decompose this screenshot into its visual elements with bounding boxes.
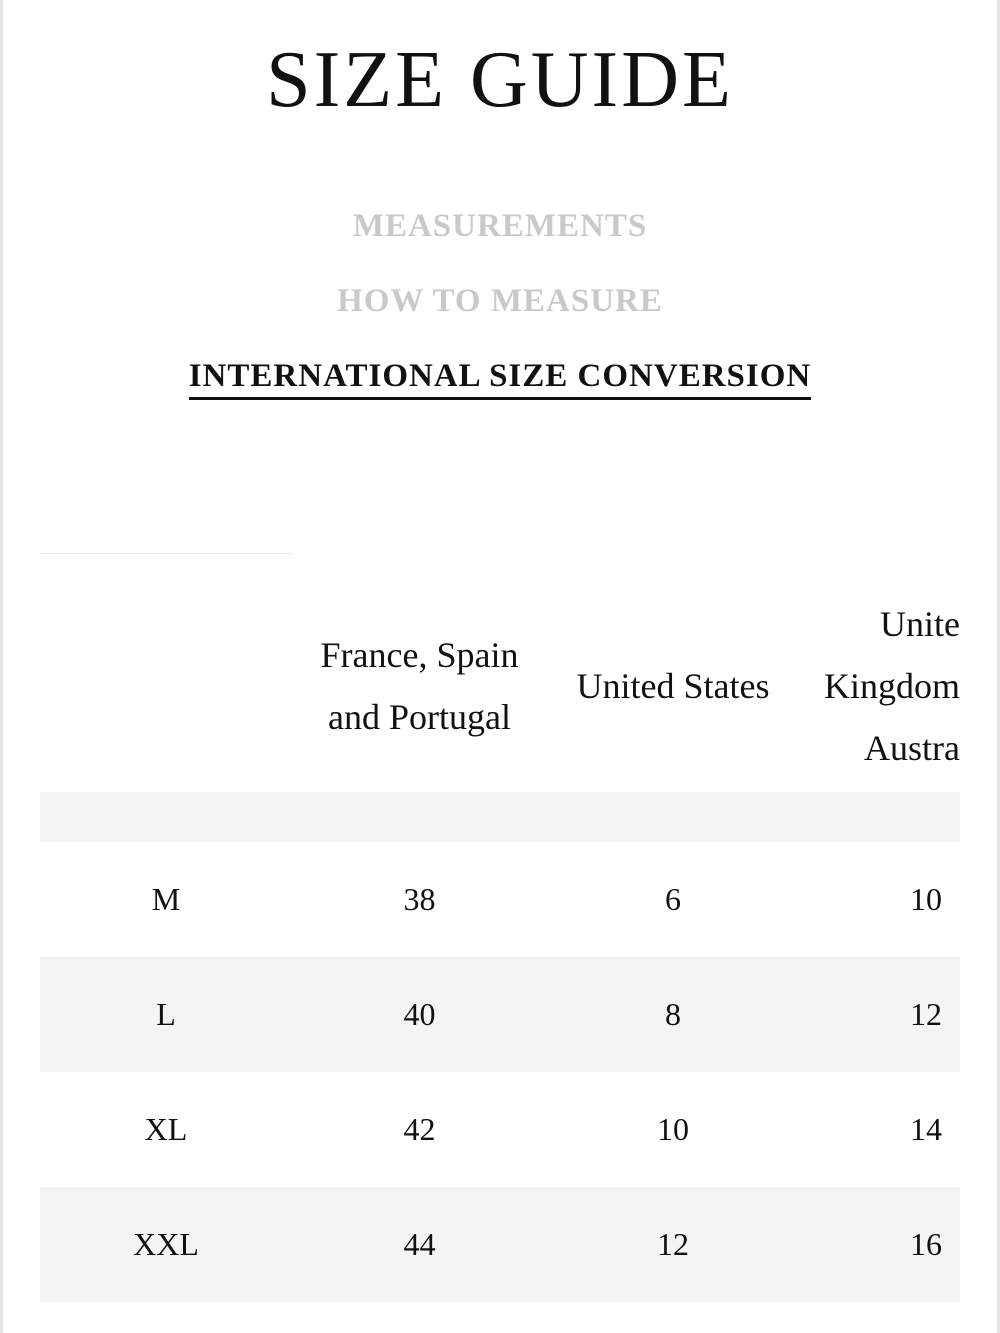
page-title: SIZE GUIDE [266,36,734,124]
divider [40,553,292,554]
column-header-line: Kingdom [823,666,960,706]
cell-size: L [156,996,176,1032]
table-row [40,1072,960,1187]
tab-how-to-measure[interactable] [0,281,1000,321]
table-row-partial [40,792,960,842]
cell-size: M [151,881,181,917]
cell-united-states: 8 [665,996,681,1032]
size-conversion-table[interactable] [40,580,960,1310]
cell-united-states: 6 [665,881,681,917]
tab-how-to-measure-label: HOW TO MEASURE [337,283,663,319]
table-row [40,842,960,957]
column-header-uk-australia [799,580,960,792]
cell-france-spain-portugal: 38 [403,881,436,917]
table-row [40,1187,960,1302]
cell-uk-australia: 16 [910,1226,942,1262]
table-header-row [40,580,960,792]
tab-international-size-conversion-label: INTERNATIONAL SIZE CONVERSION [189,358,812,400]
tab-international-size-conversion[interactable] [0,356,1000,396]
column-header-line: Unite [880,604,960,644]
column-header-label: France, Spain and Portugal [320,635,519,737]
cell-uk-australia: 10 [910,881,942,917]
column-header-label: United States [576,666,770,706]
cell-france-spain-portugal: 42 [403,1111,436,1147]
column-header-united-states [547,580,799,792]
cell-size: XL [144,1111,188,1147]
cell-uk-australia: 12 [910,996,942,1032]
column-header-france-spain-portugal [292,580,547,792]
cell-france-spain-portugal: 40 [403,996,436,1032]
tab-measurements[interactable] [0,206,1000,246]
cell-size: XXL [133,1226,199,1262]
cell-united-states: 12 [657,1226,689,1262]
column-header-line: Austra [864,728,960,768]
page-frame-left [0,0,3,1333]
cell-france-spain-portugal: 44 [403,1226,436,1262]
cell-uk-australia: 14 [910,1111,942,1147]
table-row [40,957,960,1072]
tab-measurements-label: MEASUREMENTS [352,208,648,244]
cell-united-states: 10 [657,1111,689,1147]
